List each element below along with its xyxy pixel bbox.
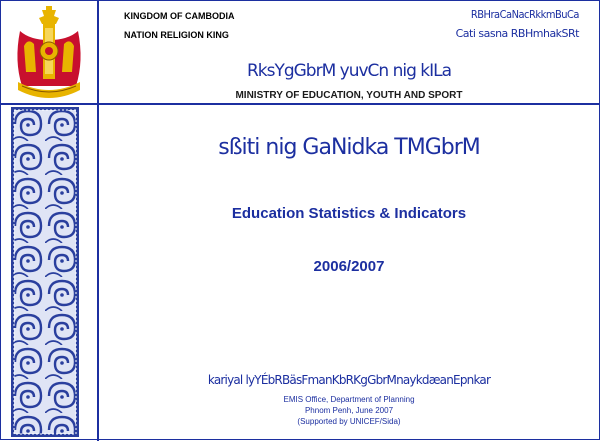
office-line: EMIS Office, Department of Planning [283,395,415,404]
header [99,1,599,105]
royal-coat-of-arms-icon [10,6,88,98]
support-line: (Supported by UNICEF/Sida) [297,417,401,426]
location-date-line: Phnom Penh, June 2007 [304,406,394,415]
emblem-panel [1,1,99,105]
floral-ornament-icon [11,107,79,437]
main-content [99,105,599,441]
kingdom-label-en: KINGDOM OF CAMBODIA [124,11,235,21]
document-title-kh: sßiti nig GaNidka TMGbrM [218,135,480,160]
ornamental-border-panel [1,105,99,441]
document-year: 2006/2007 [313,258,385,275]
kingdom-label-kh: RBHraCaNacRkkmBuCa [470,8,579,21]
document-title-en: Education Statistics & Indicators [231,205,467,222]
ministry-name-en: MINISTRY OF EDUCATION, YOUTH AND SPORT [235,90,463,101]
nation-label-en: NATION RELIGION KING [124,30,229,40]
nation-label-kh: Cati sasna RBHmhakSRt [455,27,579,40]
office-label-kh: kariyal lyYÉbRBäsFmanKbRKgGbrMnaykdæanEpnkar [207,373,491,387]
ministry-name-kh: RksYgGbrM yuvCn nig kILa [246,61,452,81]
